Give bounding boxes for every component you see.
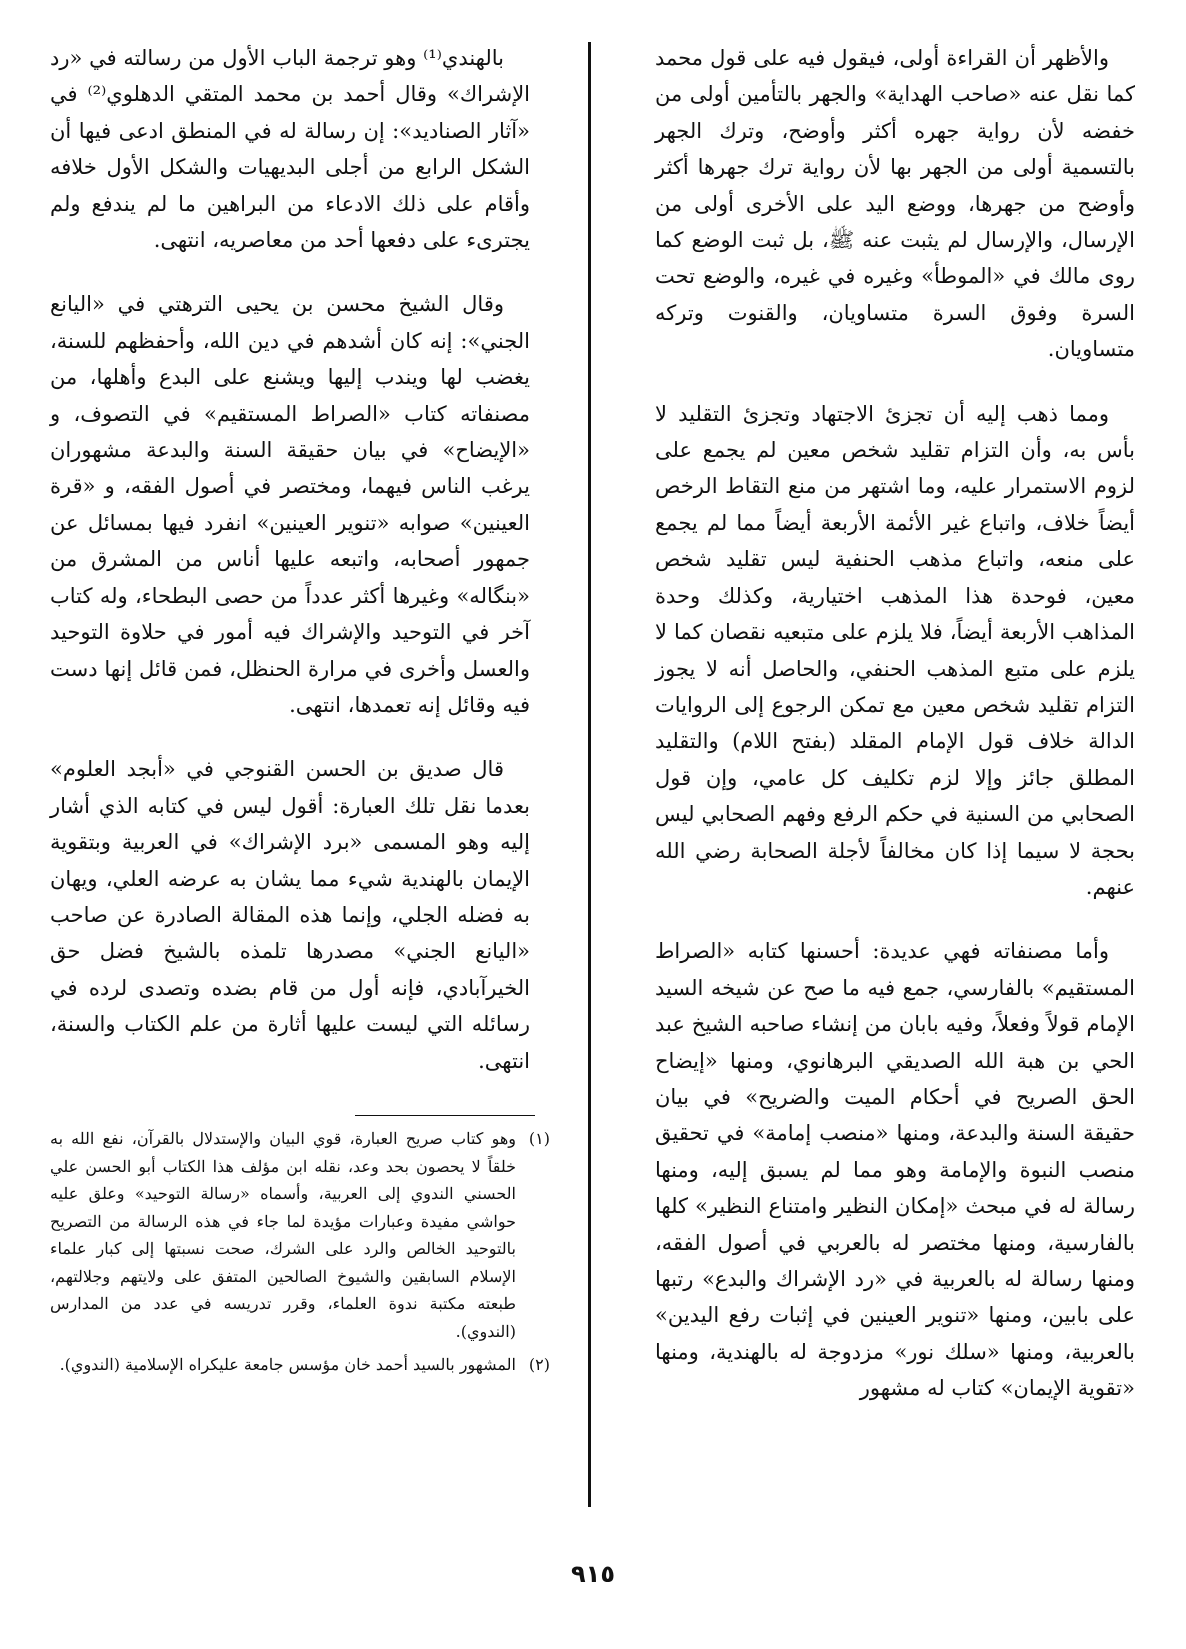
paragraph: وأما مصنفاته فهي عديدة: أحسنها كتابه «الصراط المستقيم» بالفارسي، جمع فيه ما صح عن شيخه السيد الإمام قولاً وفعلاً، وفيه بابان من إنشاء صاحبه الشيخ عبد الحي بن هبة الله الصديقي البرهانوي، ومنها «إيضاح الحق الصريح في أحكام الميت والضريح» في بيان حقيقة السنة والبدعة، ومنها «منصب إمامة» في تحقيق منصب النبوة والإمامة وهو مما لم يسبق إليه، ومنها رسالة له في مبحث «إمكان النظير وامتناع النظير» كلها بالفارسية، ومنها مختصر له بالعربي في أصول الفقه، ومنها رسالة له بالعربية في «رد الإشراك والبدع» رتبها على بابين، ومنها «تنوير العينين في إثبات رفع اليدين» بالعربية، ومنها «سلك نور» مزدوجة له بالهندية، ومنها «تقوية الإيمان» كتاب له مشهور — [655, 939, 1135, 1401]
footnote-separator — [355, 1115, 535, 1116]
paragraph: قال صديق بن الحسن القنوجي في «أبجد العلوم» بعدما نقل تلك العبارة: أقول ليس في كتابه الذي أشار إليه وهو المسمى «برد الإشراك» في العربية وبتقوية الإيمان بالهندية شيء مما يشان به عرضه العلي، ويهان به فضله الجلي، وإنما هذه المقالة الصادرة عن صاحب «اليانع الجني» مصدرها تلمذه بالشيخ فضل حق الخيرآبادي، فإنه أول من قام بضده وتصدى لرده في رسائله التي ليست عليها أثارة من علم الكتاب والسنة، انتهى. — [50, 757, 530, 1073]
paragraph: بالهندي⁽¹⁾ وهو ترجمة الباب الأول من رسالته في «رد الإشراك» وقال أحمد بن محمد المتقي الدهلوي⁽²⁾ في «آثار الصناديد»: إن رسالة له في المنطق ادعى فيها أن الشكل الرابع من أجلى البديهيات والشكل الأول خلافه وأقام على ذلك الادعاء من البراهين ما لم يندفع ولم يجترىء على دفعها أحد من معاصريه، انتهى. — [50, 46, 531, 253]
paragraph: ومما ذهب إليه أن تجزئ الاجتهاد وتجزئ التقليد لا بأس به، وأن التزام تقليد شخص معين لم يجمع على لزوم الاستمرار عليه، وما اشتهر من منع التقاط الرخص أيضاً خلاف، واتباع غير الأئمة الأربعة أيضاً مما لم يجمع على منعه، واتباع مذهب الحنفية ليس تقليد شخص معين، فوحدة هذا المذهب اختيارية، وكذلك وحدة المذاهب الأربعة أيضاً، فلا يلزم على متبعيه نقصان كما لا يلزم على متبع المذهب الحنفي، والحاصل أنه لا يجوز التزام تقليد شخص معين مع تمكن الرجوع إلى الروايات الدالة خلاف قول الإمام المقلد (بفتح اللام) والتقليد المطلق جائز وإلا لزم تكليف كل عامي، وإن قول الصحابي من السنية في حكم الرفع وفهم الصحابي ليس بحجة لا سيما إذا كان مخالفاً لأجلة الصحابة رضي الله عنهم. — [655, 401, 1135, 899]
footnote-text: وهو كتاب صريح العبارة، قوي البيان والإستدلال بالقرآن، نفع الله به خلقاً لا يحصون بحد وعد، نقله ابن مؤلف هذا الكتاب أبو الحسن علي الحسني الندوي إلى العربية، وأسماه «رسالة التوحيد» وعلق عليه حواشي مفيدة وعبارات مؤيدة لما جاء في هذه الرسالة من التصريح بالتوحيد الخالص والرد على الشرك، صحت نسبتها إلى كبار علماء الإسلام السابقين والشيوخ الصالحين المتفق على ولايتهم وجلالتهم، طبعته مكتبة ندوة العلماء، وقرر تدريسه في عدد من المدارس (الندوي). — [50, 1129, 517, 1341]
right-text-column — [655, 40, 1135, 1407]
page-number: ٩١٥ — [571, 1560, 615, 1588]
footnote — [50, 1351, 550, 1379]
footnote-text: المشهور بالسيد أحمد خان مؤسس جامعة عليكراه الإسلامية (الندوي). — [59, 1355, 516, 1374]
column-divider — [588, 42, 591, 1507]
paragraph: وقال الشيخ محسن بن يحيى الترهتي في «اليانع الجني»: إنه كان أشدهم في دين الله، وأحفظهم للسنة، يغضب لها ويندب إليها ويشنع على البدع وأهلها، من مصنفاته كتاب «الصراط المستقيم» في التصوف، و «الإيضاح» في بيان حقيقة السنة والبدعة مشهوران يرغب الناس فيهما، ومختصر في أصول الفقه، و «قرة العينين» صوابه «تنوير العينين» انفرد فيها بمسائل عن جمهور أصحابه، واتبعه عليها أناس من المشرق من «بنگاله» وغيرها أكثر عدداً من حصى البطحاء، وله كتاب آخر في التوحيد والإشراك فيه أمور في حلاوة التوحيد والعسل وأخرى في مرارة الحنظل، فمن قائل إنها دست فيه وقائل إنه تعمدها، انتهى. — [50, 292, 530, 717]
footnote-number: (٢) — [528, 1355, 550, 1374]
footnote — [50, 1125, 550, 1345]
footnotes — [50, 1125, 550, 1385]
paragraph: والأظهر أن القراءة أولى، فيقول فيه على قول محمد كما نقل عنه «صاحب الهداية» والجهر بالتأمين أولى من خفضه لأن رواية جهره أكثر وأوضح، وترك الجهر بالتسمية أولى من الجهر بها لأن رواية ترك جهرها أكثر وأوضح من جهرها، ووضع اليد على الأخرى أولى من الإرسال، والإرسال لم يثبت عنه ﷺ، بل ثبت الوضع كما روى مالك في «الموطأ» وغيره في غيره، والوضع تحت السرة وفوق السرة متساويان، والقنوت وتركه متساويان. — [655, 46, 1135, 362]
left-text-column — [50, 40, 530, 1079]
footnote-number: (١) — [528, 1129, 550, 1148]
